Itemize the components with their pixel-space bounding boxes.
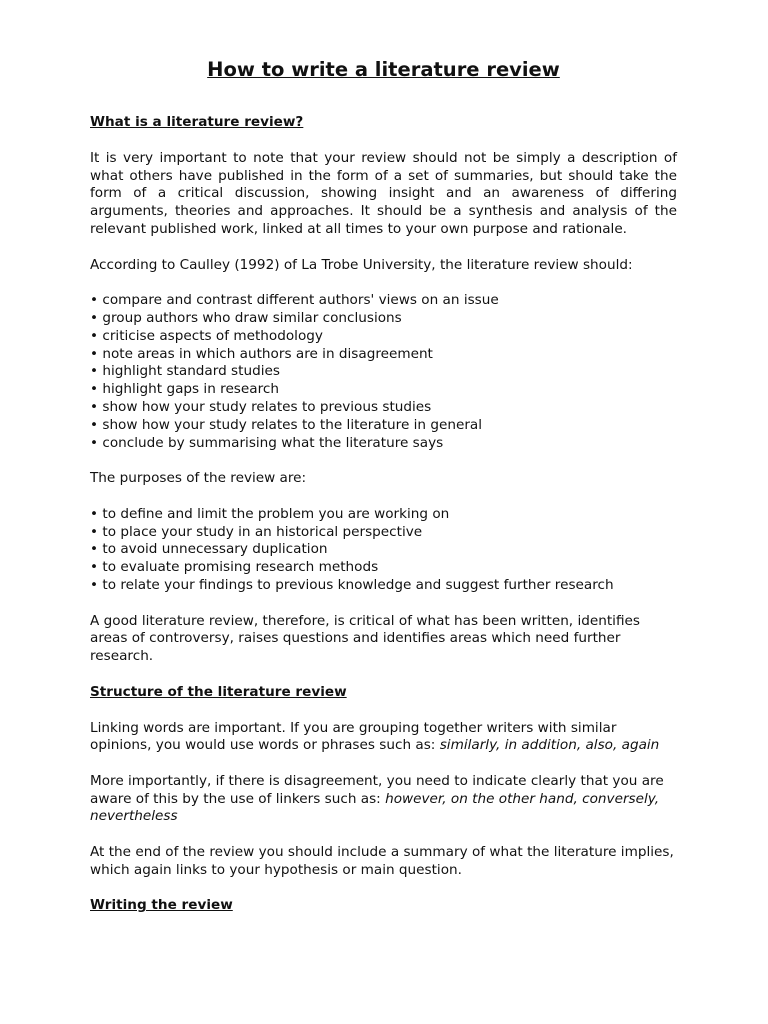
bullet-icon: • [90,398,99,415]
should-list [90,292,677,452]
list-item [90,346,677,364]
list-item [90,399,677,417]
purposes-list [90,506,677,595]
list-item-text: highlight gaps in research [102,381,279,398]
section-heading-structure: Structure of the literature review [90,683,347,700]
list-item [90,541,677,559]
bullet-icon: • [90,523,99,540]
list-item-text: to define and limit the problem you are working on [102,505,450,522]
document-page [90,58,677,933]
section-heading-writing: Writing the review [90,897,233,914]
disagreement-text: More importantly, if there is disagreement, you need to indicate clearly that you are aware of this by the use of linkers such as: [90,772,664,807]
list-item-text: group authors who draw similar conclusions [102,309,402,326]
document-title: How to write a literature review [207,58,560,81]
list-item [90,381,677,399]
list-item-text: to evaluate promising research methods [102,559,379,576]
disagreement-examples: however, on the other hand, conversely, nevertheless [90,790,660,825]
list-item-text: note areas in which authors are in disagreement [102,345,433,362]
list-item [90,292,677,310]
linking-examples: similarly, in addition, also, again [439,737,660,754]
bullet-icon: • [90,363,99,380]
list-item [90,506,677,524]
list-item [90,577,677,595]
bullet-icon: • [90,381,99,398]
bullet-icon: • [90,559,99,576]
bullet-icon: • [90,576,99,593]
list-item [90,328,677,346]
list-item [90,559,677,577]
list-item-text: criticise aspects of methodology [102,327,323,344]
list-item-text: show how your study relates to the literature in general [102,416,483,433]
bullet-icon: • [90,416,99,433]
list-item [90,363,677,381]
linking-paragraph [90,720,677,756]
list-item [90,310,677,328]
bullet-icon: • [90,345,99,362]
summary-paragraph: At the end of the review you should include a summary of what the literature implies, which again links to your hypothesis or main question. [90,844,674,878]
caulley-paragraph: According to Caulley (1992) of La Trobe University, the literature review should: [90,256,633,273]
list-item-text: to place your study in an historical perspective [102,523,423,540]
section-heading-what-is: What is a literature review? [90,114,304,130]
linking-text: Linking words are important. If you are grouping together writers with similar opinions, you would use words or phrases such as: [90,719,617,754]
list-item-text: conclude by summarising what the literature says [102,434,444,451]
purposes-paragraph: The purposes of the review are: [90,470,307,487]
list-item-text: to avoid unnecessary duplication [102,541,328,558]
bullet-icon: • [90,505,99,522]
bullet-icon: • [90,434,99,451]
bullet-icon: • [90,292,99,309]
list-item [90,435,677,453]
list-item-text: show how your study relates to previous studies [102,398,432,415]
intro-paragraph: It is very important to note that your review should not be simply a description of what others have published in the form of a set of summaries, but should take the form of a critical discussion, showing insight and an awareness of differing arguments, theories and approaches. It should be a synthesis and analysis of the relevant published work, linked at all times to your own purpose and rationale. [90,149,677,237]
disagreement-paragraph [90,773,677,826]
good-review-paragraph: A good literature review, therefore, is critical of what has been written, identifies areas of controversy, raises questions and identifies areas which need further research. [90,612,640,665]
bullet-icon: • [90,327,99,344]
list-item-text: highlight standard studies [102,363,280,380]
bullet-icon: • [90,541,99,558]
list-item-text: compare and contrast different authors' views on an issue [102,292,499,309]
list-item [90,417,677,435]
list-item-text: to relate your findings to previous knowledge and suggest further research [102,576,614,593]
bullet-icon: • [90,309,99,326]
list-item [90,524,677,542]
